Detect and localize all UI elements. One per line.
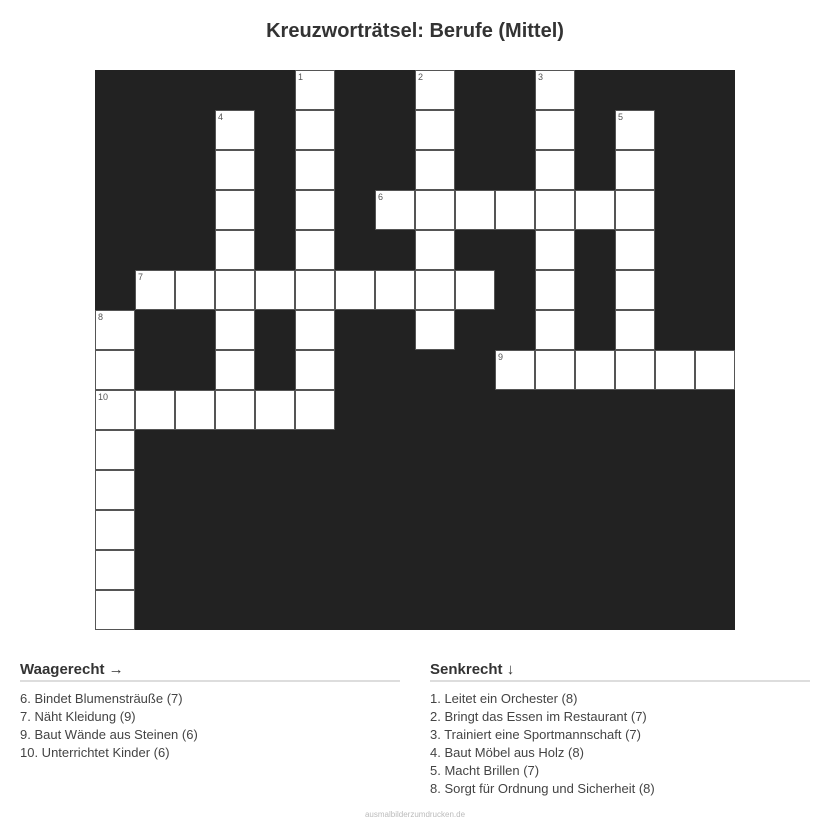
clue-number: 10 — [98, 392, 109, 402]
crossword-cell[interactable] — [615, 190, 655, 230]
crossword-cell[interactable] — [415, 270, 455, 310]
crossword-cell[interactable] — [615, 230, 655, 270]
crossword-cell[interactable] — [415, 190, 455, 230]
crossword-cell[interactable] — [135, 270, 175, 310]
crossword-cell[interactable] — [215, 270, 255, 310]
down-clue-list — [430, 690, 810, 798]
crossword-cell[interactable] — [295, 310, 335, 350]
crossword-cell[interactable] — [415, 110, 455, 150]
crossword-cell[interactable] — [215, 230, 255, 270]
crossword-cell[interactable] — [495, 190, 535, 230]
page-title: Kreuzworträtsel: Berufe (Mittel) — [266, 20, 564, 42]
crossword-cell[interactable] — [95, 390, 135, 430]
clue-item: 8. Sorgt für Ordnung und Sicherheit (8) — [430, 781, 655, 796]
crossword-cell[interactable] — [215, 350, 255, 390]
crossword-cell[interactable] — [95, 590, 135, 630]
clue-item: 4. Baut Möbel aus Holz (8) — [430, 745, 584, 760]
crossword-cell[interactable] — [615, 110, 655, 150]
crossword-cell[interactable] — [375, 190, 415, 230]
crossword-cell[interactable] — [455, 190, 495, 230]
crossword-cell[interactable] — [415, 310, 455, 350]
crossword-cell[interactable] — [535, 70, 575, 110]
crossword-cell[interactable] — [695, 350, 735, 390]
clue-item: 3. Trainiert eine Sportmannschaft (7) — [430, 727, 641, 742]
crossword-cell[interactable] — [615, 310, 655, 350]
crossword-cell[interactable] — [535, 310, 575, 350]
crossword-cell[interactable] — [295, 190, 335, 230]
crossword-cell[interactable] — [535, 350, 575, 390]
crossword-cell[interactable] — [215, 390, 255, 430]
crossword-cell[interactable] — [95, 310, 135, 350]
crossword-cell[interactable] — [295, 230, 335, 270]
crossword-cell[interactable] — [215, 110, 255, 150]
crossword-cell[interactable] — [495, 350, 535, 390]
across-clue-list — [20, 690, 400, 762]
clue-number: 2 — [418, 72, 424, 82]
crossword-cell[interactable] — [215, 190, 255, 230]
crossword-cell[interactable] — [215, 310, 255, 350]
crossword-cell[interactable] — [535, 230, 575, 270]
crossword-cell[interactable] — [575, 190, 615, 230]
crossword-cell[interactable] — [295, 270, 335, 310]
crossword-cell[interactable] — [415, 150, 455, 190]
crossword-cell[interactable] — [95, 510, 135, 550]
crossword-cell[interactable] — [455, 270, 495, 310]
crossword-cell[interactable] — [295, 350, 335, 390]
clue-item: 6. Bindet Blumensträuße (7) — [20, 691, 183, 706]
crossword-cell[interactable] — [615, 270, 655, 310]
crossword-cell[interactable] — [215, 150, 255, 190]
crossword-cell[interactable] — [615, 150, 655, 190]
clue-item: 2. Bringt das Essen im Restaurant (7) — [430, 709, 647, 724]
crossword-cell[interactable] — [615, 350, 655, 390]
crossword-cell[interactable] — [95, 430, 135, 470]
clue-number: 9 — [498, 352, 504, 362]
crossword-cell[interactable] — [575, 350, 615, 390]
footer-credit: ausmalbilderzumdrucken.de — [364, 810, 466, 819]
crossword-cell[interactable] — [95, 470, 135, 510]
crossword-cell[interactable] — [95, 350, 135, 390]
crossword-cell[interactable] — [175, 390, 215, 430]
crossword-cell[interactable] — [335, 270, 375, 310]
clue-number: 5 — [618, 112, 624, 122]
clue-item: 5. Macht Brillen (7) — [430, 763, 540, 778]
crossword-cell[interactable] — [535, 190, 575, 230]
crossword-cell[interactable] — [375, 270, 415, 310]
crossword-cell[interactable] — [415, 70, 455, 110]
crossword-cell[interactable] — [175, 270, 215, 310]
clue-number: 8 — [98, 312, 104, 322]
crossword-cell[interactable] — [535, 270, 575, 310]
crossword-cell[interactable] — [255, 270, 295, 310]
down-clues — [430, 661, 810, 798]
clue-item: 7. Näht Kleidung (9) — [20, 709, 136, 724]
clue-item: 1. Leitet ein Orchester (8) — [430, 691, 578, 706]
crossword-cell[interactable] — [135, 390, 175, 430]
crossword-cell[interactable] — [255, 390, 295, 430]
crossword-cell[interactable] — [295, 390, 335, 430]
clue-item: 10. Unterrichtet Kinder (6) — [20, 745, 170, 760]
crossword-grid — [95, 70, 735, 630]
down-heading: Senkrecht ↓ — [430, 661, 810, 682]
crossword-cell[interactable] — [295, 110, 335, 150]
clue-number: 6 — [378, 192, 384, 202]
clue-number: 3 — [538, 72, 544, 82]
crossword-cell[interactable] — [95, 550, 135, 590]
crossword-cell[interactable] — [295, 70, 335, 110]
crossword-cell[interactable] — [535, 110, 575, 150]
across-clues — [20, 661, 400, 762]
crossword-cell[interactable] — [415, 230, 455, 270]
clue-number: 4 — [218, 112, 224, 122]
clue-number: 1 — [298, 72, 304, 82]
across-heading: Waagerecht → — [20, 661, 400, 682]
clue-item: 9. Baut Wände aus Steinen (6) — [20, 727, 198, 742]
crossword-cell[interactable] — [295, 150, 335, 190]
clue-number: 7 — [138, 272, 144, 282]
crossword-cell[interactable] — [655, 350, 695, 390]
crossword-cell[interactable] — [535, 150, 575, 190]
